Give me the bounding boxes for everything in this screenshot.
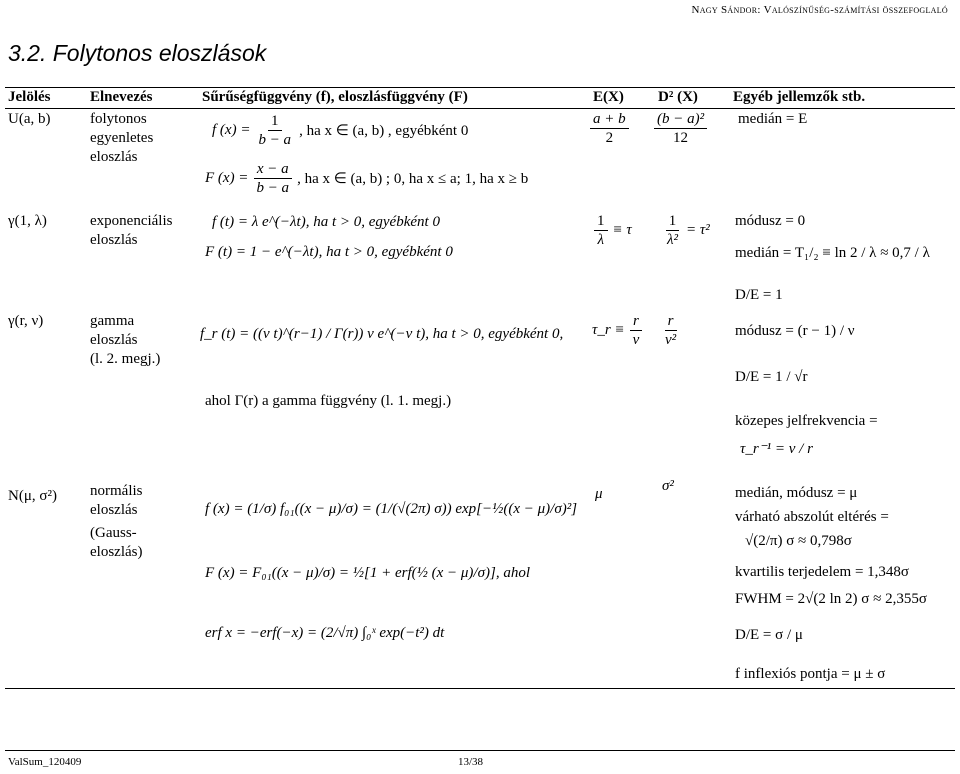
row-normal-other-3: √(2/π) σ ≈ 0,798σ (745, 533, 852, 549)
row-normal-erf: erf x = −erf(−x) = (2/√π) ∫₀ˣ exp(−t²) dt (205, 625, 445, 641)
row-normal-cdf: F (x) = F₀₁((x − μ)/σ) = ½[1 + erf(½ (x − μ)/σ)], ahol (205, 565, 530, 581)
row-exp-mean: $\frac{1}{\lambda}$ ≡ τ (592, 212, 632, 249)
row-exp-variance: $\frac{1}{\text{λ²}}$ = τ² (667, 213, 710, 248)
table-header-rule (5, 108, 955, 109)
row-gamma-note: ahol Γ(r) a gamma függvény (l. 1. megj.) (205, 393, 452, 409)
running-header: Nagy Sándor: Valószínűség-számítási összefoglaló (691, 4, 948, 16)
row-exp-name: exponenciális eloszlás (90, 213, 173, 248)
row-exp-notation: γ(1, λ) (8, 213, 47, 229)
row-normal-notation: N(μ, σ²) (8, 488, 57, 504)
row-uniform-mean: $\frac{a + b}{2}$ (588, 110, 631, 147)
row-gamma-other-4: τ_r⁻¹ = ν / r (740, 441, 813, 457)
row-normal-other-2: várható abszolút eltérés = (735, 509, 889, 525)
row-gamma-other-3: közepes jelfrekvencia = (735, 413, 878, 429)
row-uniform-name: folytonos egyenletes eloszlás (90, 111, 154, 165)
row-gamma-name: gamma eloszlás (l. 2. megj.) (90, 313, 161, 367)
row-gamma-other-2: D/E = 1 / √r (735, 369, 808, 385)
col-header-name: Elnevezés (90, 89, 153, 105)
row-uniform-variance: $\frac{\text{(b − a)²}}{12}$ (652, 110, 709, 147)
section-title: 3.2. Folytonos eloszlások (8, 40, 267, 66)
table-bottom-rule (5, 688, 955, 689)
row-uniform-notation: U(a, b) (8, 111, 51, 127)
row-exp-cdf: F (t) = 1 − e^(−λt), ha t > 0, egyébként 0 (205, 244, 453, 260)
row-normal-mean: μ (595, 486, 603, 502)
row-gamma-other-1: módusz = (r − 1) / ν (735, 323, 855, 339)
row-normal-variance: σ² (662, 478, 674, 494)
row-uniform-other: medián = E (738, 111, 808, 127)
row-normal-pdf: f (x) = (1/σ) f₀₁((x − μ)/σ) = (1/(√(2π) σ)) exp[−½((x − μ)/σ)²] (205, 501, 578, 517)
row-gamma-variance: $\frac{r}{\text{ν²}}$ (665, 313, 677, 348)
page-number: 13/38 (458, 756, 484, 768)
row-gamma-pdf: f_r (t) = ((ν t)^(r−1) / Γ(r)) ν e^(−ν t), ha t > 0, egyébként 0, (200, 326, 564, 342)
row-exp-other-3: D/E = 1 (735, 287, 783, 303)
row-normal-name: normális eloszlás (Gauss- eloszlás) (90, 483, 143, 560)
row-normal-other-7: f inflexiós pontja = μ ± σ (735, 666, 886, 682)
col-header-density: Sűrűségfüggvény (f), eloszlásfüggvény (F) (202, 89, 468, 105)
row-uniform-pdf: f (x) = $\frac{1}{b - a}$ , ha x ∈ (a, b) , egyébként 0 (212, 113, 469, 148)
col-header-other: Egyéb jellemzők stb. (733, 89, 866, 105)
row-exp-other-1: módusz = 0 (735, 213, 806, 229)
footer-doc-id: ValSum_120409 (8, 756, 82, 768)
row-gamma-notation: γ(r, ν) (8, 313, 44, 329)
row-normal-other-5: FWHM = 2√(2 ln 2) σ ≈ 2,355σ (735, 591, 927, 607)
row-normal-other-4: kvartilis terjedelem = 1,348σ (735, 564, 910, 580)
col-header-variance: D² (X) (658, 89, 698, 105)
row-normal-other-1: medián, módusz = μ (735, 485, 858, 501)
row-normal-other-6: D/E = σ / μ (735, 627, 803, 643)
table-top-rule (5, 87, 955, 88)
row-exp-pdf: f (t) = λ e^(−λt), ha t > 0, egyébként 0 (212, 214, 440, 230)
row-gamma-mean: τ_r ≡ $\frac{r}{\nu}$ (592, 312, 644, 349)
footer-rule (5, 750, 955, 751)
col-header-notation: Jelölés (8, 89, 51, 105)
col-header-mean: E(X) (593, 89, 624, 105)
row-exp-other-2: medián = T₁/₂ ≡ ln 2 / λ ≈ 0,7 / λ (735, 245, 930, 261)
row-uniform-cdf: F (x) = $\frac{x - a}{b - a}$ , ha x ∈ (a, b) ; 0, ha x ≤ a; 1, ha x ≥ b (205, 161, 529, 196)
